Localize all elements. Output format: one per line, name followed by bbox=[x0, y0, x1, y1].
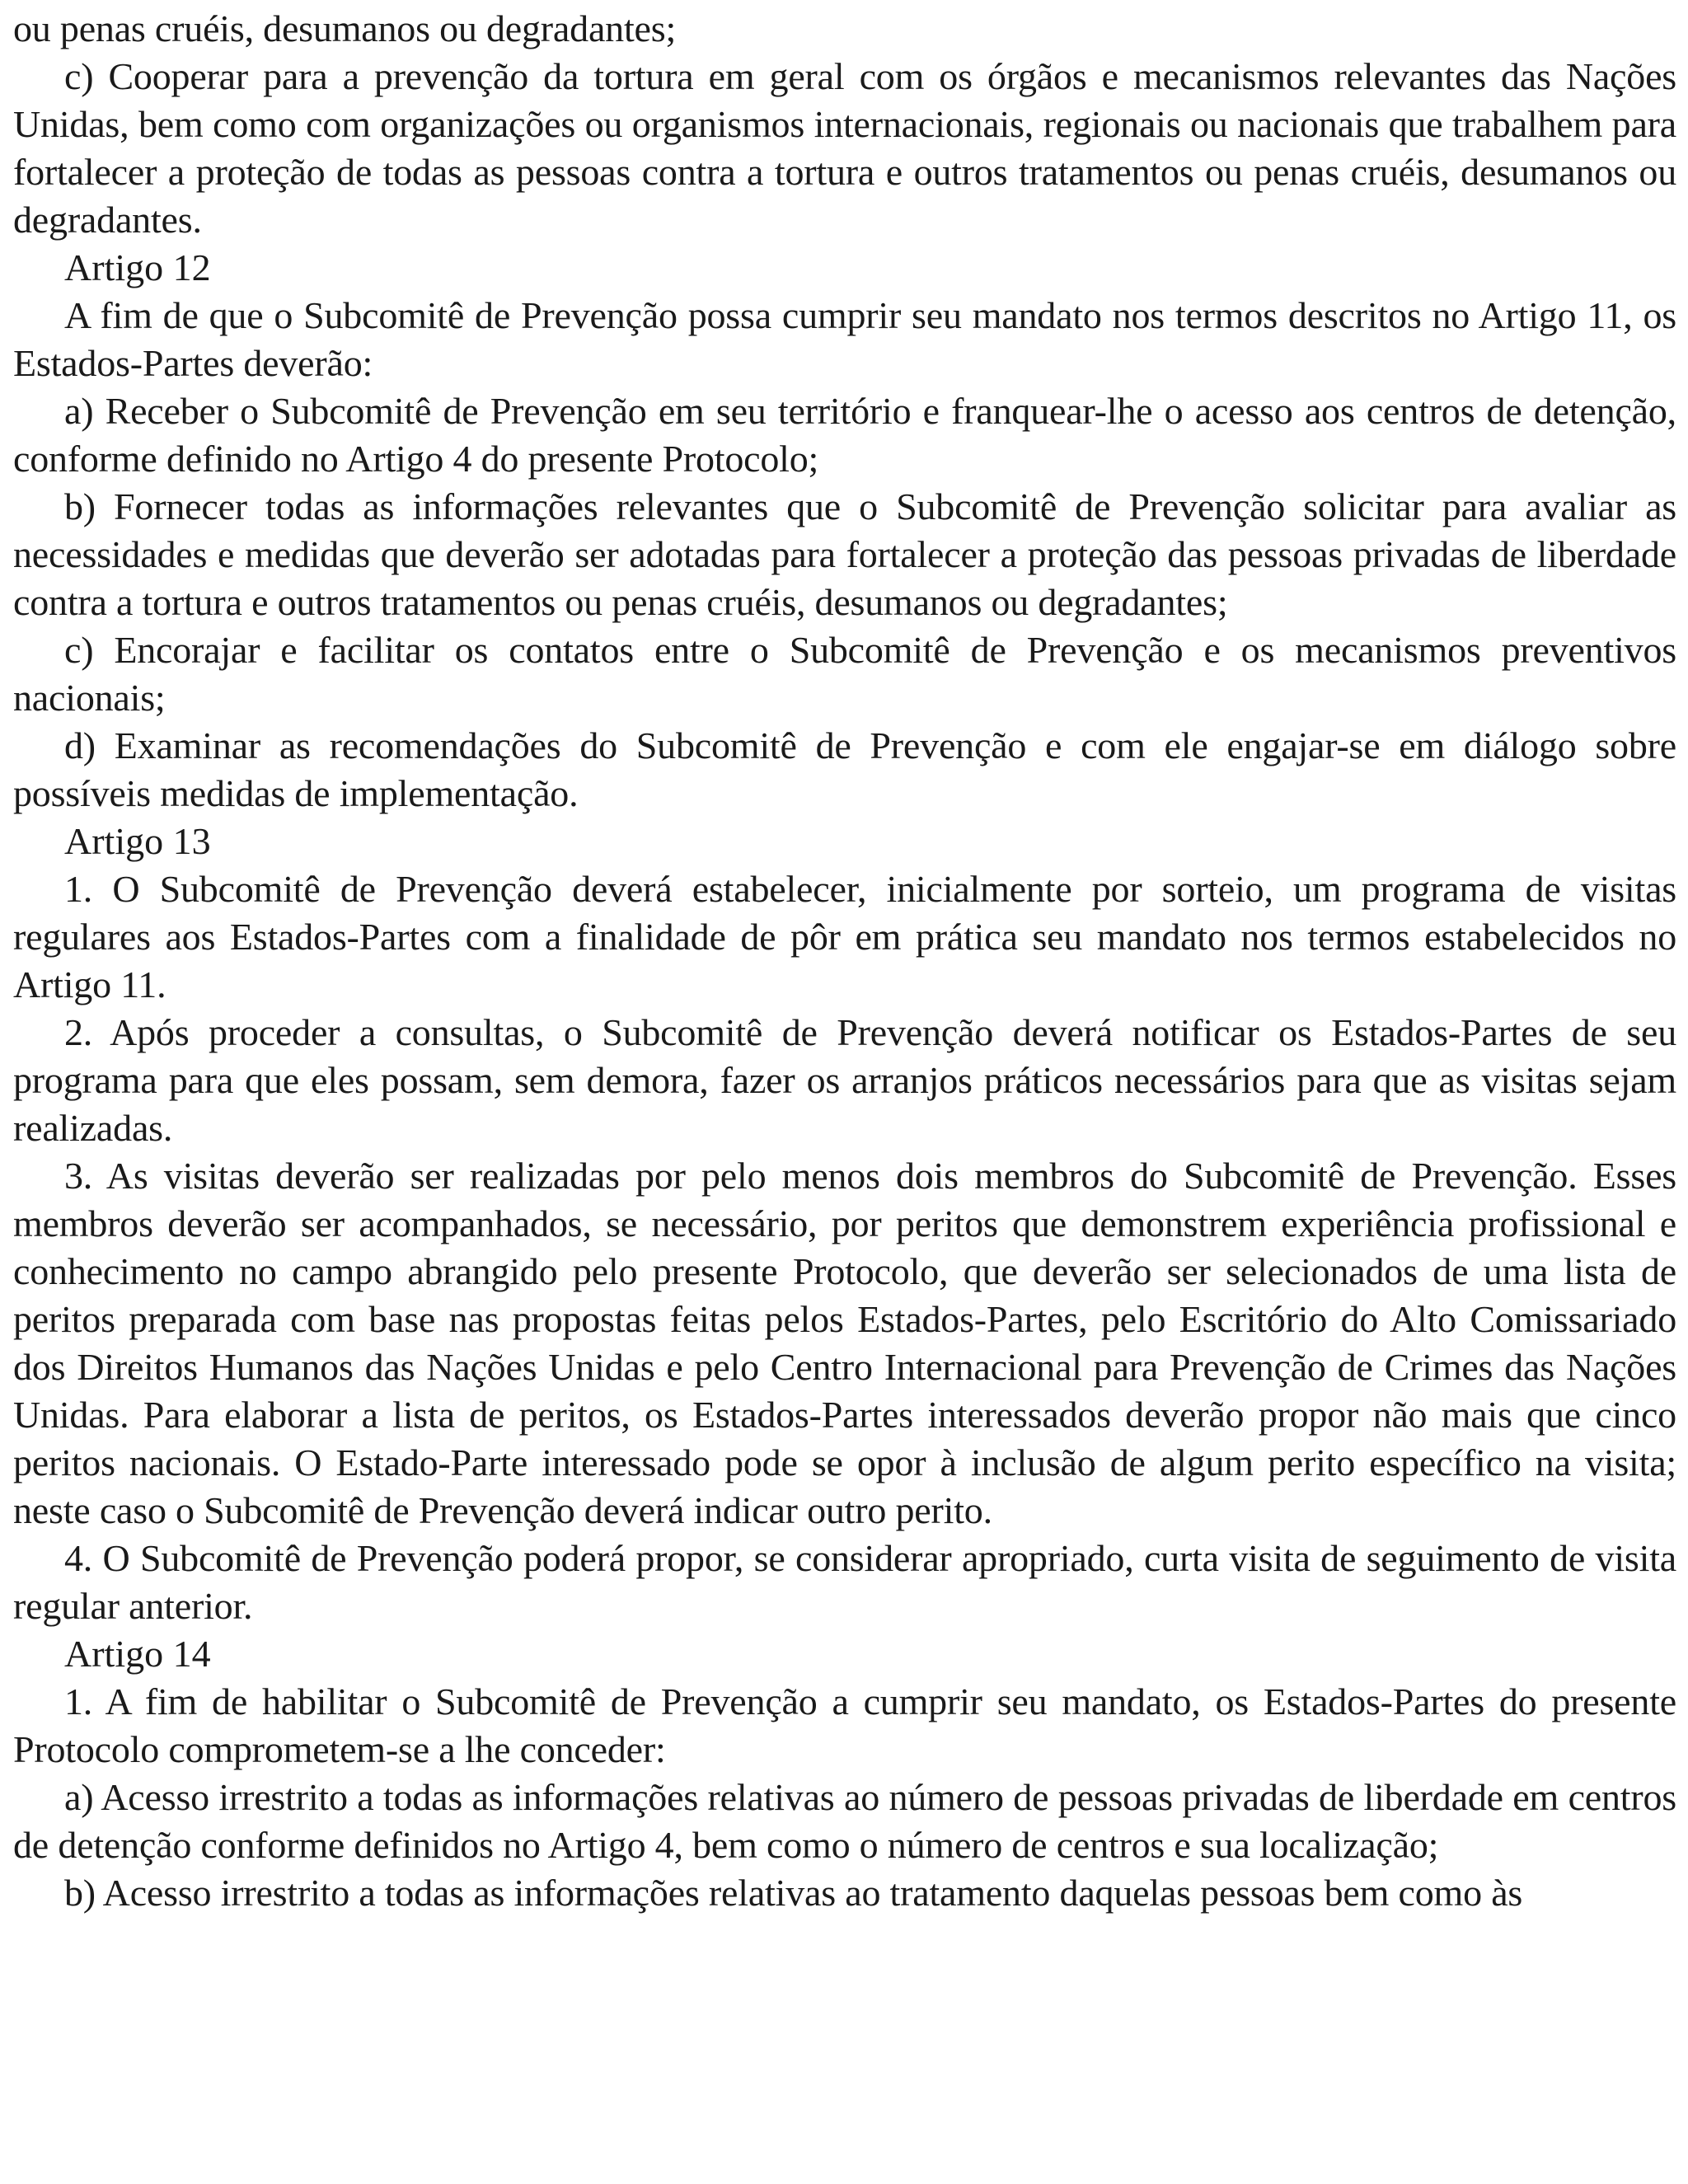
paragraph-item-a-receber: a) Receber o Subcomitê de Prevenção em seu território e franquear-lhe o acesso aos centros de detenção, conforme definido no Artigo 4 do presente Protocolo; bbox=[13, 390, 1676, 480]
paragraph-13-3: 3. As visitas deverão ser realizadas por pelo menos dois membros do Subcomitê de Prevenção. Esses membros deverão ser acompanhados, se necessário, por peritos que demonstrem experiência profissional e conhecimento no campo abrangido pelo presente Protocolo, que deverão ser selecionados de uma lista de peritos preparada com base nas propostas feitas pelos Estados-Partes, pelo Escritório do Alto Comissariado dos Direitos Humanos das Nações Unidas e pelo Centro Internacional para Prevenção de Crimes das Nações Unidas. Para elaborar a lista de peritos, os Estados-Partes interessados deverão propor não mais que cinco peritos nacionais. O Estado-Parte interessado pode se opor à inclusão de algum perito específico na visita; neste caso o Subcomitê de Prevenção deverá indicar outro perito. bbox=[13, 1155, 1676, 1531]
article-heading-12: Artigo 12 bbox=[64, 246, 211, 288]
paragraph-article-12-intro: A fim de que o Subcomitê de Prevenção possa cumprir seu mandato nos termos descritos no Artigo 11, os Estados-Partes deverão: bbox=[13, 294, 1676, 384]
paragraph-13-4: 4. O Subcomitê de Prevenção poderá propor, se considerar apropriado, curta visita de seguimento de visita regular anterior. bbox=[13, 1537, 1676, 1627]
paragraph-13-1: 1. O Subcomitê de Prevenção deverá estabelecer, inicialmente por sorteio, um programa de visitas regulares aos Estados-Partes com a finalidade de pôr em prática seu mandato nos termos estabelecidos no Artigo 11. bbox=[13, 868, 1676, 1005]
paragraph-14-1-a: a) Acesso irrestrito a todas as informações relativas ao número de pessoas privadas de liberdade em centros de detenção conforme definidos no Artigo 4, bem como o número de centros e sua localização; bbox=[13, 1776, 1676, 1866]
paragraph-item-c-encorajar: c) Encorajar e facilitar os contatos entre o Subcomitê de Prevenção e os mecanismos preventivos nacionais; bbox=[13, 629, 1676, 719]
paragraph-continuation: ou penas cruéis, desumanos ou degradantes; bbox=[13, 7, 677, 49]
paragraph-item-c-cooperar: c) Cooperar para a prevenção da tortura em geral com os órgãos e mecanismos relevantes das Nações Unidas, bem como com organizações ou organismos internacionais, regionais ou nacionais que trabalhem para fortalecer a proteção de todas as pessoas contra a tortura e outros tratamentos ou penas cruéis, desumanos ou degradantes. bbox=[13, 55, 1676, 241]
paragraph-item-d-examinar: d) Examinar as recomendações do Subcomitê de Prevenção e com ele engajar-se em diálogo sobre possíveis medidas de implementação. bbox=[13, 724, 1676, 814]
paragraph-14-1: 1. A fim de habilitar o Subcomitê de Prevenção a cumprir seu mandato, os Estados-Partes do presente Protocolo comprometem-se a lhe conceder: bbox=[13, 1680, 1676, 1770]
article-heading-13: Artigo 13 bbox=[64, 820, 211, 862]
paragraph-13-2: 2. Após proceder a consultas, o Subcomitê de Prevenção deverá notificar os Estados-Partes de seu programa para que eles possam, sem demora, fazer os arranjos práticos necessários para que as visitas sejam realizadas. bbox=[13, 1011, 1676, 1149]
article-heading-14: Artigo 14 bbox=[64, 1633, 211, 1675]
paragraph-item-b-fornecer: b) Fornecer todas as informações relevantes que o Subcomitê de Prevenção solicitar para avaliar as necessidades e medidas que deverão ser adotadas para fortalecer a proteção das pessoas privadas de liberdade contra a tortura e outros tratamentos ou penas cruéis, desumanos ou degradantes; bbox=[13, 485, 1676, 623]
paragraph-14-1-b: b) Acesso irrestrito a todas as informações relativas ao tratamento daquelas pessoas bem como às bbox=[64, 1872, 1523, 1914]
